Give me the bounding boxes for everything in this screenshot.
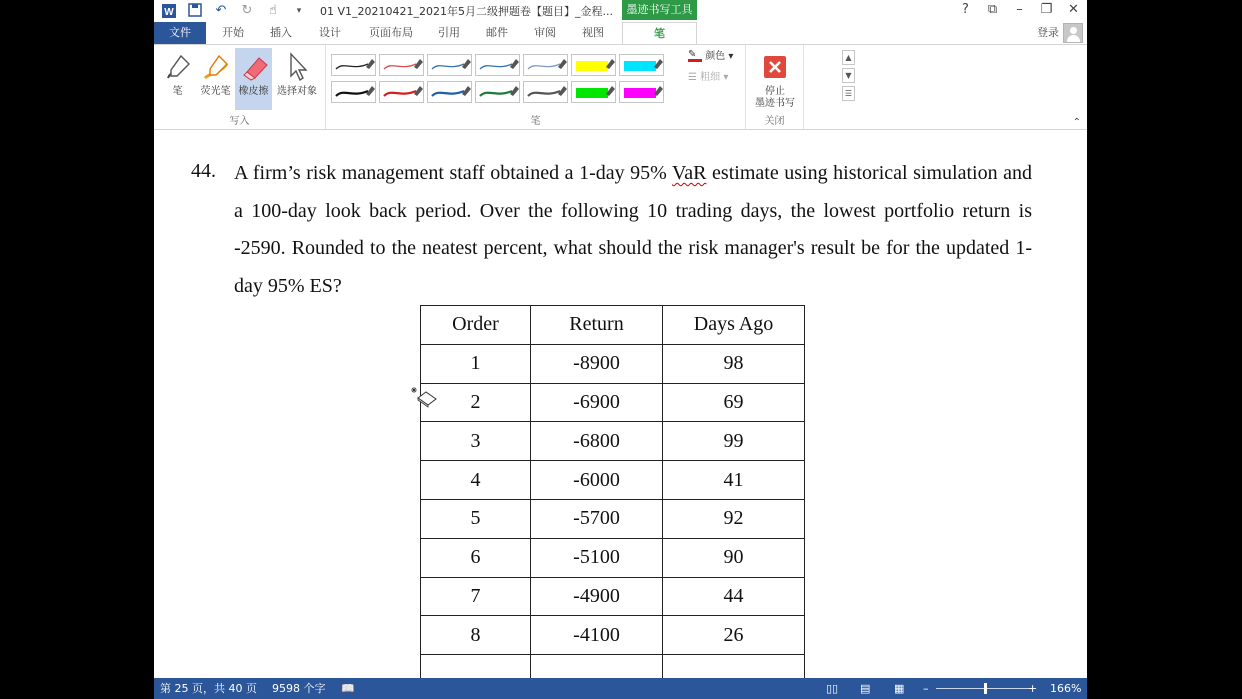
question-text-end: estimate using historical simulation and a 100-day look back period. Over the following 10 trading days, the lowest portfolio return is -2590. Rounded to the neatest percent, what should the risk manager's result be for the updated 1-day 95% ES? — [234, 162, 1032, 298]
print-layout-icon[interactable]: ▤ — [860, 682, 871, 695]
color-button-label: 颜色 — [705, 51, 726, 62]
touch-mode-icon[interactable]: ☝ — [269, 3, 277, 18]
document-title: 01 V1_20210421_2021年5月二级押题卷【题目】_金程... — [320, 5, 613, 18]
question-text-start: A firm’s risk management staff obtained a 1-day 95% — [234, 162, 673, 184]
color-button[interactable] — [688, 49, 733, 65]
table-row — [421, 344, 805, 383]
ink-tools-context-title: 墨迹书写工具 — [622, 0, 697, 20]
eraser-tool-button[interactable] — [235, 48, 272, 110]
line-weight-icon: ☰ — [688, 72, 697, 83]
eraser-tool-label: 橡皮擦 — [238, 86, 269, 97]
table-row — [421, 577, 805, 616]
tab-pen[interactable]: 笔 — [622, 22, 697, 44]
gallery-scroll-down[interactable]: ▼ — [842, 68, 855, 83]
pen-swatch[interactable] — [331, 81, 376, 103]
select-objects-label: 选择对象 — [277, 86, 317, 97]
user-avatar[interactable] — [1063, 23, 1083, 43]
proofing-icon[interactable]: 📖 — [341, 682, 355, 695]
table-cell: -6800 — [531, 422, 663, 461]
pen-swatch[interactable] — [427, 54, 472, 76]
page-count[interactable]: 第 25 页，共 40 页 — [160, 682, 257, 695]
pen-swatch[interactable] — [571, 81, 616, 103]
table-cell: 5 — [421, 499, 531, 538]
close-button[interactable]: ✕ — [1068, 2, 1079, 17]
weight-button-label: 粗细 — [700, 72, 721, 83]
quick-access-toolbar — [154, 0, 316, 22]
title-bar — [154, 0, 1087, 22]
table-cell: -6900 — [531, 383, 663, 422]
table-cell: 2 — [421, 383, 531, 422]
pen-swatch[interactable] — [427, 81, 472, 103]
tab-page-layout[interactable]: 页面布局 — [369, 26, 413, 39]
pen-swatch[interactable] — [475, 54, 520, 76]
table-cell: 1 — [421, 344, 531, 383]
column-header: Return — [531, 306, 663, 345]
pen-color-icon: ✎ — [688, 50, 702, 62]
pen-swatch[interactable] — [571, 54, 616, 76]
pen-swatch[interactable] — [331, 54, 376, 76]
undo-icon[interactable]: ↶ — [215, 3, 227, 18]
table-cell: 3 — [421, 422, 531, 461]
table-cell: 4 — [421, 461, 531, 500]
table-cell: 41 — [663, 461, 805, 500]
table-cell: 8 — [421, 616, 531, 655]
table-cell: -4100 — [531, 616, 663, 655]
eraser-cursor-icon — [410, 386, 438, 408]
table-row — [421, 383, 805, 422]
ribbon-tabs — [154, 22, 1087, 44]
table-cell: -4900 — [531, 577, 663, 616]
question-text — [234, 155, 1032, 306]
window-controls — [952, 0, 1087, 22]
tab-file[interactable]: 文件 — [154, 22, 206, 44]
tab-view[interactable]: 视图 — [582, 26, 604, 39]
word-count[interactable]: 9598 个字 — [272, 682, 326, 695]
gallery-more[interactable]: ☰ — [842, 86, 855, 101]
stop-inking-label-1: 停止 — [765, 86, 785, 97]
table-header-row — [421, 306, 805, 345]
highlighter-icon — [201, 50, 231, 84]
pens-group-label: 笔 — [530, 116, 541, 127]
word-logo-icon — [160, 3, 178, 19]
select-objects-button[interactable] — [275, 48, 319, 110]
ribbon — [154, 44, 1087, 130]
save-icon[interactable] — [186, 3, 204, 19]
status-bar — [154, 678, 1087, 699]
table-row — [421, 538, 805, 577]
table-row — [421, 655, 805, 678]
stop-inking-button[interactable] — [748, 48, 802, 110]
question-number: 44. — [191, 160, 216, 182]
table-cell: -8900 — [531, 344, 663, 383]
pen-swatch[interactable] — [379, 54, 424, 76]
stop-inking-icon — [760, 50, 790, 84]
close-group-label: 关闭 — [764, 116, 785, 127]
table-cell: 92 — [663, 499, 805, 538]
weight-button — [688, 70, 728, 86]
pen-swatch[interactable] — [475, 81, 520, 103]
pen-icon — [163, 50, 193, 84]
gallery-scroll-up[interactable]: ▲ — [842, 50, 855, 65]
tab-insert[interactable]: 插入 — [270, 26, 292, 39]
help-button[interactable]: ? — [962, 2, 969, 17]
highlighter-tool-label: 荧光笔 — [200, 86, 231, 97]
eraser-icon — [239, 50, 269, 84]
pen-swatch[interactable] — [523, 81, 568, 103]
returns-table — [420, 305, 805, 678]
pen-swatch[interactable] — [619, 54, 664, 76]
table-cell: 69 — [663, 383, 805, 422]
table-cell: 90 — [663, 538, 805, 577]
sign-in-link[interactable]: 登录 — [1037, 26, 1059, 39]
weight-dropdown-icon: ▾ — [723, 72, 729, 83]
column-header: Days Ago — [663, 306, 805, 345]
customize-qat-icon[interactable]: ▾ — [296, 6, 302, 16]
table-cell: 6 — [421, 538, 531, 577]
table-row — [421, 422, 805, 461]
pen-swatch[interactable] — [523, 54, 568, 76]
word-window — [154, 0, 1087, 699]
tab-home[interactable]: 开始 — [222, 26, 244, 39]
minimize-button[interactable]: – — [1016, 2, 1023, 17]
tab-references[interactable]: 引用 — [438, 26, 460, 39]
pen-swatch[interactable] — [379, 81, 424, 103]
table-row — [421, 616, 805, 655]
table-cell — [531, 655, 663, 678]
column-header: Order — [421, 306, 531, 345]
write-group-label: 写入 — [229, 116, 250, 127]
pen-tool-label: 笔 — [172, 86, 183, 97]
table-cell: 7 — [421, 577, 531, 616]
maximize-button[interactable]: ❐ — [1040, 2, 1053, 17]
table-cell: 26 — [663, 616, 805, 655]
write-group — [154, 45, 326, 129]
table-cell: -5700 — [531, 499, 663, 538]
table-cell — [663, 655, 805, 678]
select-arrow-icon — [282, 50, 312, 84]
table-cell: -5100 — [531, 538, 663, 577]
table-cell: 44 — [663, 577, 805, 616]
tab-review[interactable]: 审阅 — [534, 26, 556, 39]
stop-inking-label-2: 墨迹书写 — [755, 98, 795, 109]
document-page[interactable] — [154, 131, 1087, 678]
zoom-level[interactable]: 166% — [1050, 682, 1082, 695]
web-layout-icon[interactable]: ▦ — [894, 682, 905, 695]
redo-icon[interactable]: ↻ — [241, 3, 253, 18]
zoom-out-button[interactable]: – — [923, 682, 929, 695]
tab-mailings[interactable]: 邮件 — [486, 26, 508, 39]
ribbon-display-options-button[interactable]: ⧉ — [987, 2, 998, 17]
table-cell — [421, 655, 531, 678]
table-row — [421, 461, 805, 500]
zoom-in-button[interactable]: + — [1028, 682, 1038, 695]
table-cell: 99 — [663, 422, 805, 461]
pen-swatch[interactable] — [619, 81, 664, 103]
highlighter-tool-button[interactable] — [197, 48, 234, 110]
tab-design[interactable]: 设计 — [319, 26, 341, 39]
collapse-ribbon-icon[interactable]: ⌃ — [1072, 117, 1081, 128]
var-word: VaR — [672, 162, 707, 184]
zoom-slider-thumb[interactable] — [984, 683, 987, 694]
table-cell: -6000 — [531, 461, 663, 500]
pen-tool-button[interactable] — [159, 48, 196, 110]
table-row — [421, 499, 805, 538]
svg-text:W: W — [164, 7, 174, 18]
color-dropdown-icon: ▾ — [728, 51, 734, 62]
read-mode-icon[interactable]: ▯▯ — [826, 682, 839, 695]
table-cell: 98 — [663, 344, 805, 383]
close-group — [746, 45, 804, 129]
